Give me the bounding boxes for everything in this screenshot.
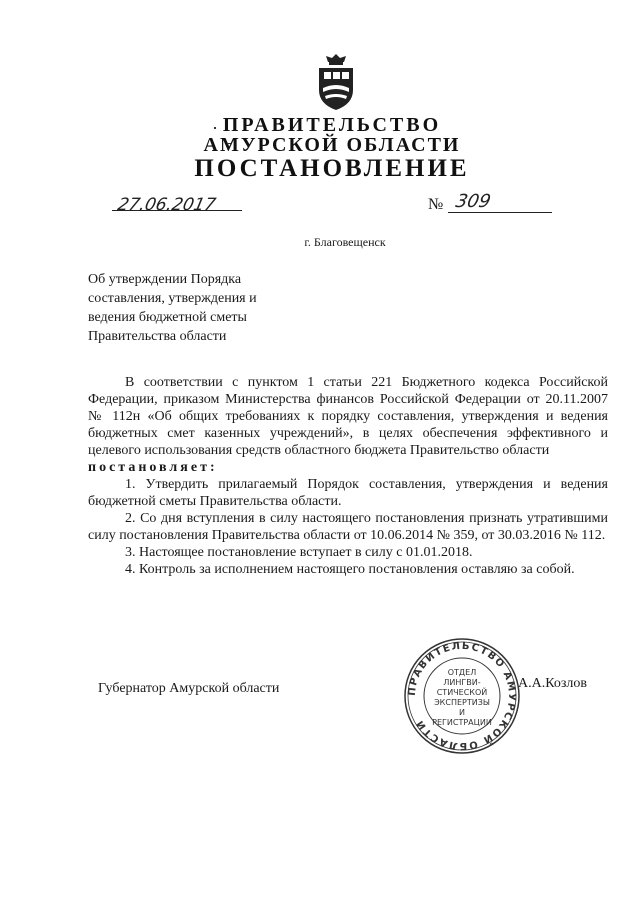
- signatory-name: А.А.Козлов: [518, 676, 587, 691]
- subject-block: [88, 270, 288, 346]
- subject-line: Об утверждении Порядка: [88, 272, 242, 287]
- subject-line: Правительства области: [88, 329, 227, 344]
- date-underline: [112, 210, 242, 211]
- decree-item: 3. Настоящее постановление вступает в силу с 01.01.2018.: [125, 545, 473, 560]
- decree-item: 2. Со дня вступления в силу настоящего постановления признать утратившими силу постановления Правительства области от 10.06.2014 № 359, от 30.03.2016 № 112.: [88, 511, 608, 543]
- number-underline: [448, 212, 552, 213]
- decree-word: постановляет:: [88, 460, 218, 475]
- seal-line: ЛИНГВИ-: [443, 678, 481, 687]
- coat-of-arms-icon: [313, 52, 359, 112]
- handwritten-number: 309: [453, 191, 493, 212]
- number-label: №: [428, 196, 444, 213]
- decree-item: 4. Контроль за исполнением настоящего постановления оставляю за собой.: [125, 562, 575, 577]
- seal-line: ОТДЕЛ: [447, 668, 477, 677]
- document-type-title: ПОСТАНОВЛЕНИЕ: [194, 155, 470, 182]
- handwritten-date: 27.06.2017: [115, 195, 218, 215]
- seal-inner-text: [432, 668, 492, 728]
- region-title: АМУРСКОЙ ОБЛАСТИ: [203, 134, 461, 156]
- seal-line: РЕГИСТРАЦИИ: [432, 718, 492, 727]
- decree-item: 1. Утвердить прилагаемый Порядок составления, утверждения и ведения бюджетной сметы Правительства области.: [88, 477, 608, 509]
- government-title: ПРАВИТЕЛЬСТВО: [222, 114, 442, 136]
- seal-line: СТИЧЕСКОЙ: [436, 688, 488, 697]
- subject-line: ведения бюджетной сметы: [88, 310, 247, 325]
- city-label: г. Благовещенск: [304, 235, 386, 249]
- preamble-paragraph: В соответствии с пунктом 1 статьи 221 Бюджетного кодекса Российской Федерации, приказом Министерства финансов Российской Федерации от 20.11.2007 № 112н «Об общих требованиях к порядку составления, утверждения и ведения бюджетных смет казенных учреждений», в целях обеспечения эффективного и целевого использования средств областного бюджета Правительство области: [88, 375, 608, 458]
- seal-line: ЭКСПЕРТИЗЫ И: [434, 698, 490, 717]
- signatory-role: Губернатор Амурской области: [98, 681, 280, 696]
- document-body: [88, 374, 608, 578]
- subject-line: составления, утверждения и: [88, 291, 257, 306]
- seal-outer-text: ПРАВИТЕЛЬСТВО АМУРСКОЙ ОБЛАСТИ: [406, 640, 518, 752]
